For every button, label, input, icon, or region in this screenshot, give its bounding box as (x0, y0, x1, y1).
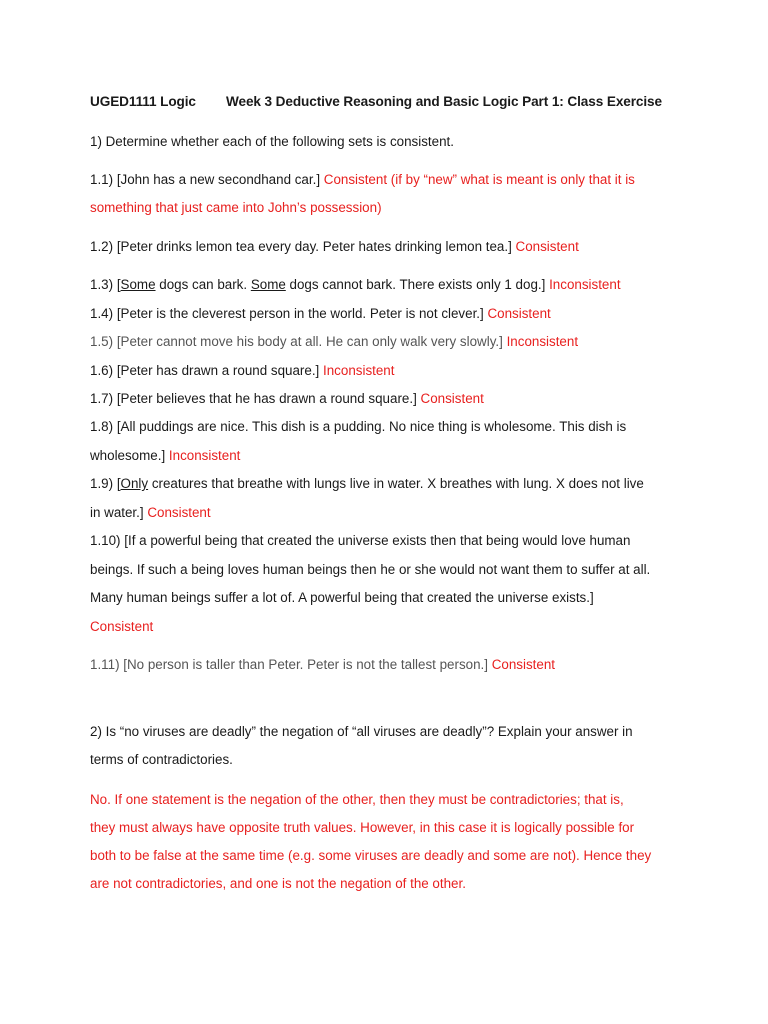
item-number: 1.3) (90, 277, 114, 292)
item-answer: Inconsistent (168, 448, 241, 463)
item-number: 1.7) (90, 391, 114, 406)
course-code: UGED1111 Logic (90, 94, 196, 109)
item-1-10-line-2: beings. If such a being loves human beings then he or she would not want them to suffer at all. (90, 562, 651, 577)
item-1-2 (90, 238, 579, 256)
statement-part: dogs can bark. (155, 277, 251, 292)
item-1-10-answer: Consistent (90, 619, 154, 634)
item-answer: Consistent (491, 657, 555, 672)
item-1-9 (90, 475, 644, 493)
item-answer: Inconsistent (506, 334, 579, 349)
item-1-5 (90, 333, 578, 351)
item-statement: [Peter cannot move his body at all. He can only walk very slowly.] (116, 334, 503, 349)
item-statement (117, 277, 546, 292)
question-2-answer-line-4: are not contradictories, and one is not the negation of the other. (90, 876, 466, 891)
statement-part: dogs cannot bark. There exists only 1 dog.] (285, 277, 546, 292)
item-1-10-line-3: Many human beings suffer a lot of. A powerful being that created the universe exists.] (90, 590, 594, 605)
question-2-answer-line-3: both to be false at the same time (e.g. some viruses are deadly and some are not). Hence they (90, 848, 652, 863)
item-statement: [Peter is the cleverest person in the world. Peter is not clever.] (116, 306, 484, 321)
item-1-11 (90, 656, 555, 674)
question-1-prompt: 1) Determine whether each of the following sets is consistent. (90, 134, 454, 149)
question-2-line-2: terms of contradictories. (90, 752, 233, 767)
item-answer: Inconsistent (323, 363, 395, 378)
item-1-8 (90, 418, 626, 436)
item-statement: in water.] (90, 505, 144, 520)
bracket-open: [ (116, 476, 121, 491)
statement-part: creatures that breathe with lungs live in water. X breathes with lung. X does not live (148, 476, 644, 491)
document-header (90, 93, 662, 111)
item-1-1-answer-cont: something that just came into John’s possession) (90, 200, 382, 215)
underlined-quantifier: Some (120, 277, 156, 292)
item-answer: Consistent (420, 391, 484, 406)
underlined-quantifier: Only (120, 476, 149, 491)
underlined-quantifier: Some (250, 277, 286, 292)
item-1-7 (90, 390, 484, 408)
item-1-1 (90, 171, 635, 189)
document-title: Week 3 Deductive Reasoning and Basic Logic Part 1: Class Exercise (226, 94, 662, 109)
item-1-6 (90, 362, 394, 380)
item-answer: Consistent (515, 239, 579, 254)
item-number: 1.5) (90, 334, 114, 349)
item-answer: Consistent (147, 505, 211, 520)
item-1-4 (90, 305, 551, 323)
item-answer: Consistent (487, 306, 551, 321)
question-2-answer-line-2: they must always have opposite truth values. However, in this case it is logically possible for (90, 820, 635, 835)
item-1-8-cont (90, 447, 240, 465)
item-number: 1.6) (90, 363, 114, 378)
item-statement: [If a powerful being that created the universe exists then that being would love human (124, 533, 631, 548)
question-2-line-1: 2) Is “no viruses are deadly” the negation of “all viruses are deadly”? Explain your answer in (90, 724, 633, 739)
item-number: 1.4) (90, 306, 114, 321)
item-statement: [Peter drinks lemon tea every day. Peter hates drinking lemon tea.] (116, 239, 512, 254)
item-statement: [Peter has drawn a round square.] (116, 363, 320, 378)
item-statement: [All puddings are nice. This dish is a pudding. No nice thing is wholesome. This dish is (116, 419, 627, 434)
item-answer: Consistent (if by “new” what is meant is only that it is (323, 172, 635, 187)
item-1-3 (90, 276, 621, 294)
item-statement: [Peter believes that he has drawn a round square.] (116, 391, 417, 406)
item-answer: Inconsistent (549, 277, 621, 292)
bracket-open: [ (116, 277, 121, 292)
item-1-9-cont (90, 504, 211, 522)
item-number: 1.9) (90, 476, 114, 491)
item-number: 1.10) (90, 533, 121, 548)
item-statement: [John has a new secondhand car.] (116, 172, 321, 187)
item-number: 1.2) (90, 239, 114, 254)
item-statement: [No person is taller than Peter. Peter is not the tallest person.] (123, 657, 488, 672)
item-number: 1.1) (90, 172, 114, 187)
item-number: 1.11) (90, 657, 120, 672)
item-statement (117, 476, 644, 491)
item-statement: wholesome.] (90, 448, 166, 463)
question-2-answer-line-1: No. If one statement is the negation of the other, then they must be contradictories; that is, (90, 792, 624, 807)
item-1-10 (90, 532, 630, 550)
item-number: 1.8) (90, 419, 114, 434)
